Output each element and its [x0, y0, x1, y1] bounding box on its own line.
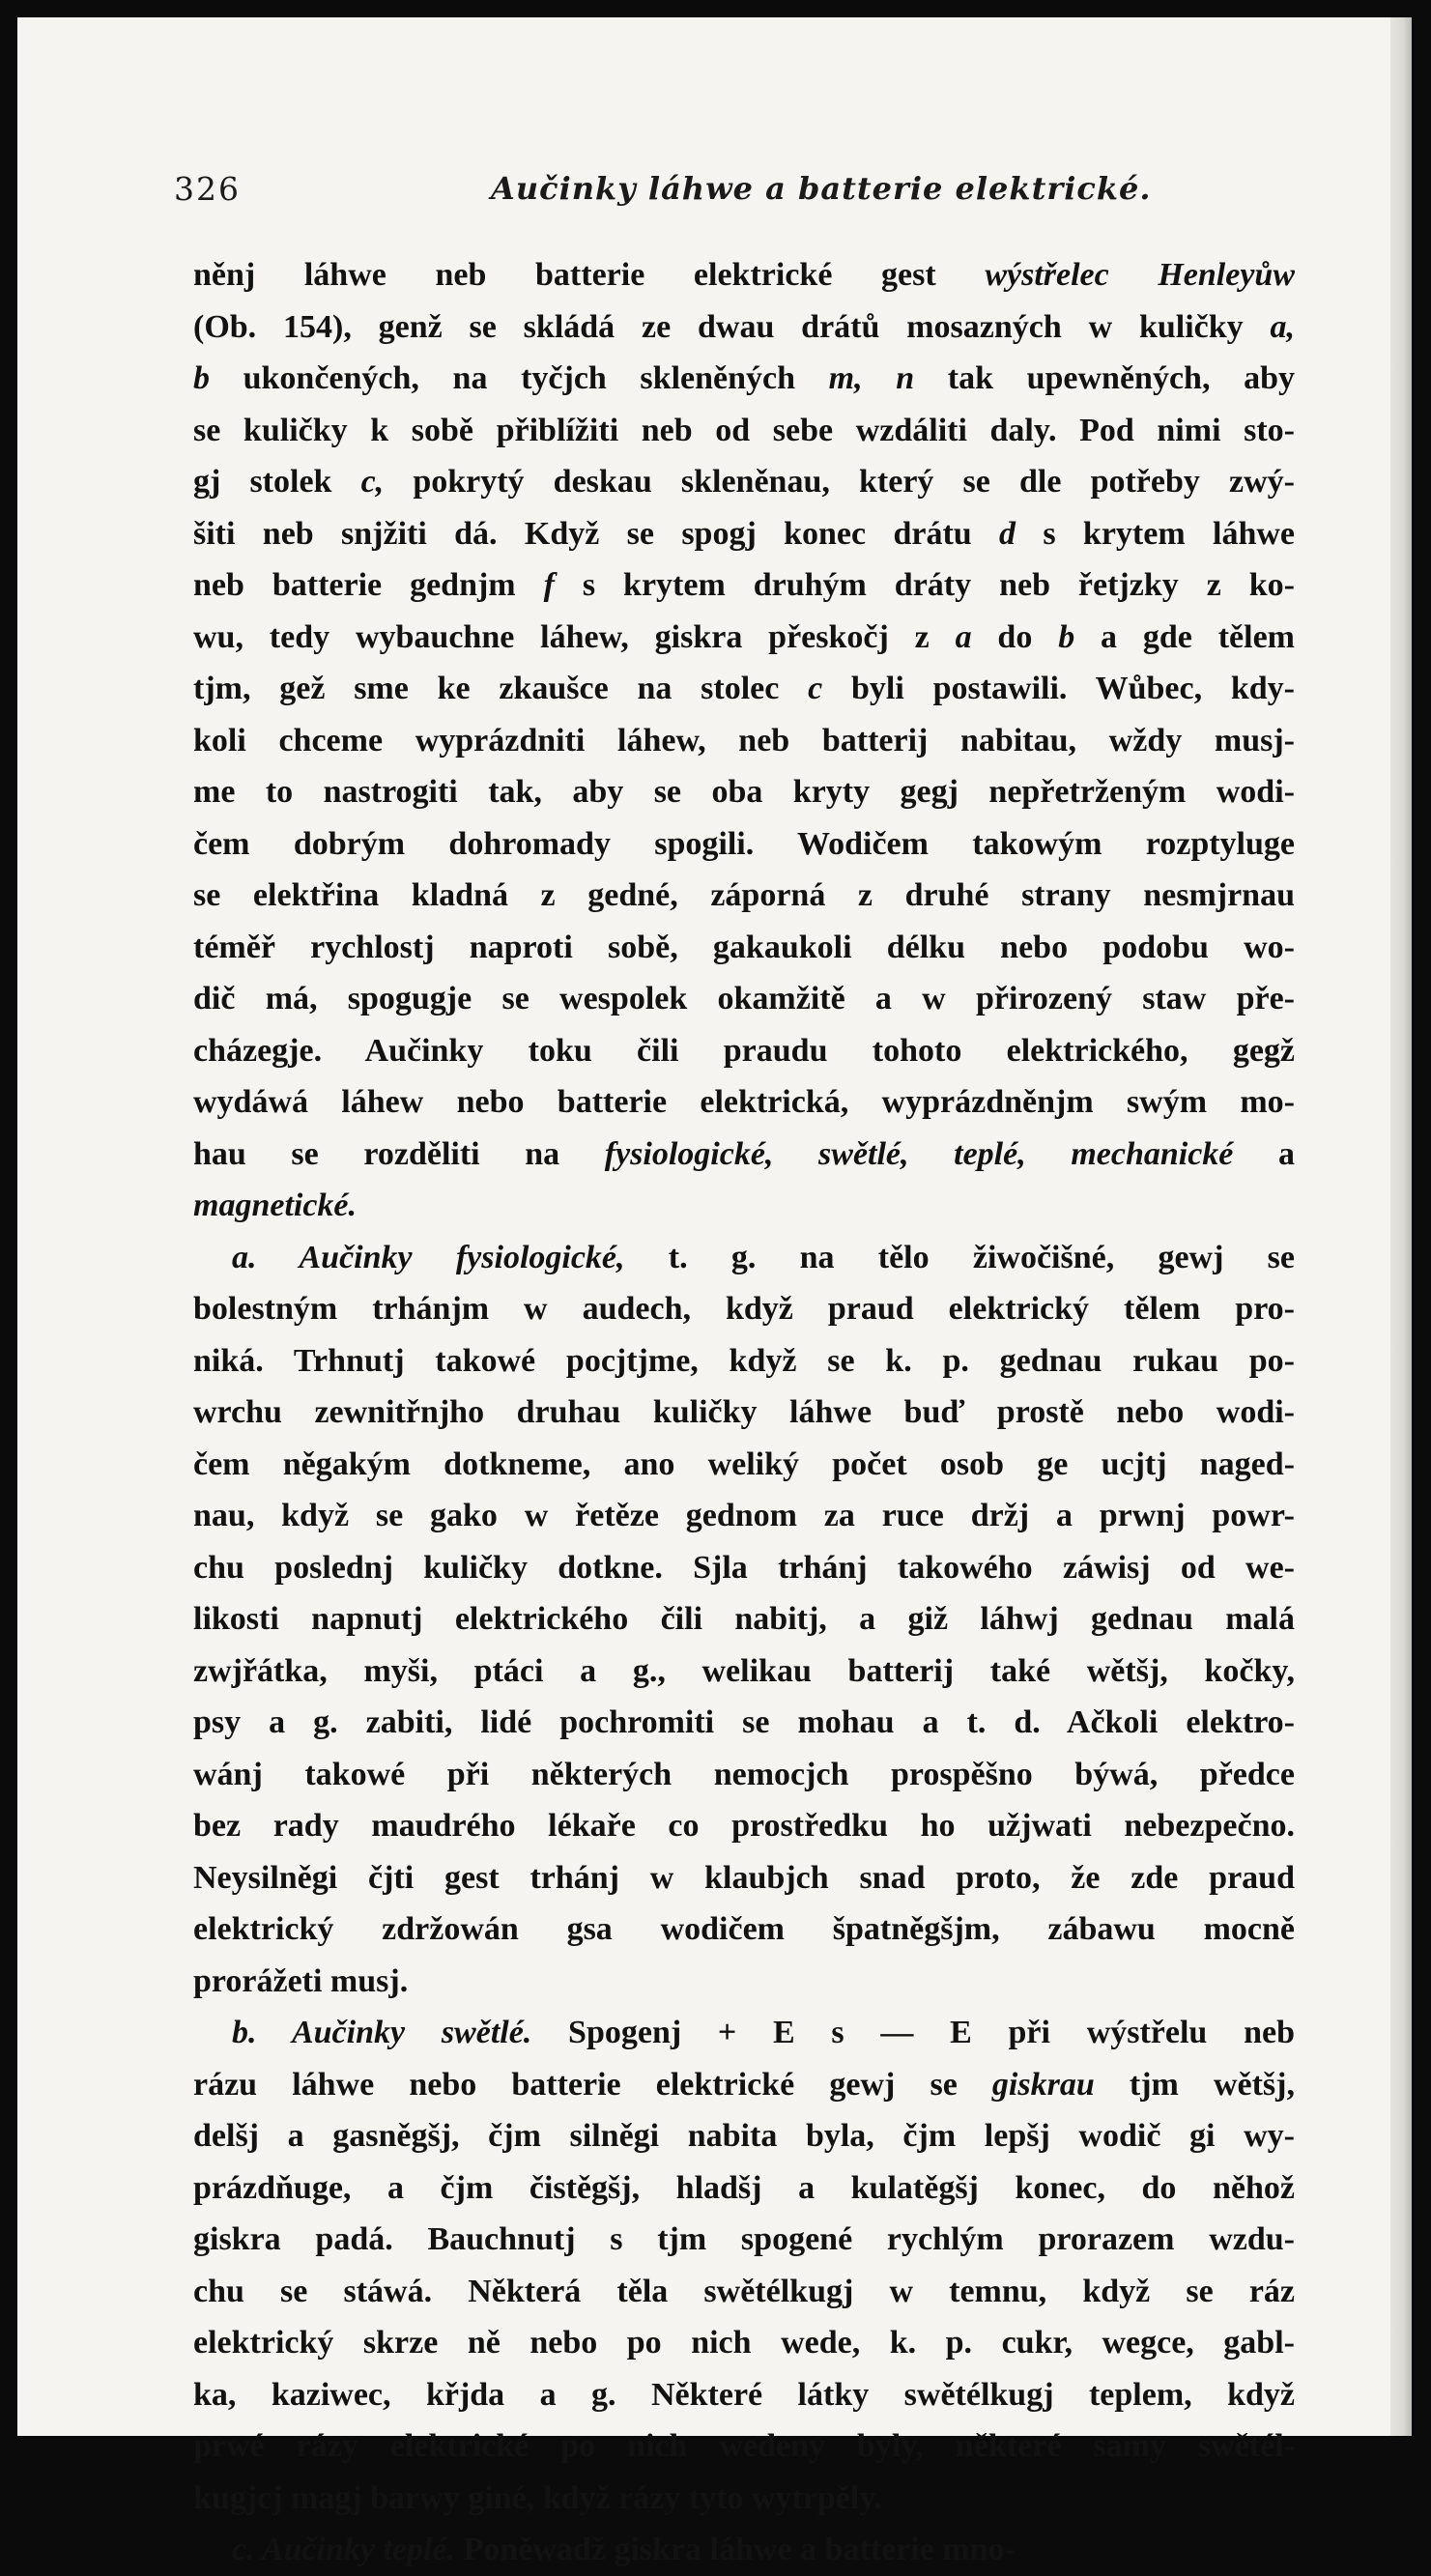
- italic-term: fysiologické, swětlé, teplé, mechanické: [604, 1135, 1234, 1172]
- text-run: niká. Trhnutj takowé pocjtjme, když se k. p. gednau rukau po-: [193, 1342, 1295, 1379]
- text-run: neb batterie gednjm: [193, 567, 544, 603]
- text-run: Poněwadž giskra láhwe a batterie mno-: [455, 2532, 1016, 2567]
- text-line: [193, 1903, 1295, 1956]
- text-line: [193, 663, 1295, 715]
- text-run: koli chceme wyprázdniti láhew, neb batterij nabitau, wždy musj-: [193, 722, 1295, 758]
- text-run: wánj takowé při některých nemocjch prospěšno býwá, předce: [193, 1756, 1295, 1792]
- text-run: cházegje. Aučinky toku čili praudu tohoto elektrického, gegž: [193, 1032, 1295, 1069]
- text-line: [193, 1593, 1295, 1646]
- italic-term: a. Aučinky fysiologické,: [232, 1239, 625, 1275]
- text-run: nau, když se gako w řetěze gednom za ruce držj a prwnj powr-: [193, 1498, 1295, 1533]
- text-run: a: [1233, 1135, 1295, 1172]
- text-run: téměř rychlostj naproti sobě, gakaukoli délku nebo podobu wo-: [193, 929, 1295, 965]
- text-line: [193, 2059, 1295, 2111]
- text-line: [193, 1232, 1295, 1284]
- text-run: chu poslednj kuličky dotkne. Sjla trhánj takowého záwisj od we-: [193, 1549, 1295, 1586]
- text-line: [193, 2110, 1295, 2162]
- text-run: elektrický skrze ně nebo po nich wede, k. p. cukr, wegce, gabl-: [193, 2325, 1295, 2361]
- text-run: rázu láhwe nebo batterie elektrické gewj se: [193, 2066, 992, 2103]
- text-line: [193, 2266, 1295, 2318]
- text-line: [193, 559, 1295, 612]
- text-run: bez rady maudrého lékaře co prostředku ho užjwati nebezpečno.: [193, 1808, 1295, 1844]
- text-line: [193, 870, 1295, 922]
- running-title: Aučinky láhwe a batterie elektrické.: [491, 170, 1152, 207]
- text-line: [193, 1852, 1295, 1904]
- text-line: [193, 1076, 1295, 1129]
- text-line: [193, 1646, 1295, 1698]
- text-run: tjm, gež sme ke zkaušce na stolec: [193, 671, 809, 706]
- text-line: [193, 456, 1295, 508]
- text-line: [193, 2214, 1295, 2266]
- text-run: giskra padá. Bauchnutj s tjm spogené rychlým prorazem wzdu-: [193, 2221, 1295, 2257]
- text-line: [193, 1800, 1295, 1852]
- text-run: delšj a gasněgšj, čjm silněgi nabita byla, čjm lepšj wodič gi wy-: [193, 2118, 1295, 2154]
- text-line: [193, 1749, 1295, 1801]
- text-run: do: [971, 618, 1059, 655]
- page-edge: [1390, 17, 1412, 2436]
- text-line: [193, 508, 1295, 560]
- italic-term: f: [543, 567, 555, 603]
- text-line: [193, 1335, 1295, 1388]
- text-line: [193, 249, 1295, 301]
- text-line: [193, 818, 1295, 871]
- text-line: [193, 2317, 1295, 2369]
- text-run: prázdňuge, a čjm čistěgšj, hladšj a kulatěgšj konec, do něhož: [193, 2169, 1295, 2206]
- text-run: me to nastrogiti tak, aby se oba kryty gegj nepřetrženým wodi-: [193, 774, 1295, 810]
- text-line: [193, 1490, 1295, 1542]
- italic-term: giskrau: [991, 2066, 1095, 2103]
- text-run: wu, tedy wybauchne láhew, giskra přeskočj z: [193, 618, 956, 655]
- text-line: [193, 766, 1295, 818]
- text-run: tjm wětšj,: [1094, 2066, 1295, 2103]
- italic-term: m, n: [828, 360, 915, 396]
- italic-term: b: [193, 360, 210, 396]
- text-run: ka, kaziwec, křjda a g. Některé látky swětélkugj teplem, když: [193, 2376, 1295, 2413]
- text-run: s krytem láhwe: [1016, 515, 1295, 552]
- italic-term: b: [1058, 618, 1075, 655]
- page-number: 326: [174, 170, 241, 208]
- text-run: wydáwá láhew nebo batterie elektrická, wyprázdněnjm swým mo-: [193, 1084, 1295, 1120]
- text-line: [193, 2369, 1295, 2421]
- text-run: pokrytý deskau skleněnau, který se dle potřeby zwý-: [384, 464, 1295, 500]
- text-line: [193, 405, 1295, 457]
- text-line: [193, 353, 1295, 405]
- text-run: hau se rozděliti na: [193, 1135, 605, 1172]
- text-run: kugjcj magj barwy giné, když rázy tyto wytrpěly.: [193, 2479, 882, 2516]
- italic-term: magnetické.: [193, 1188, 358, 1223]
- text-run: čem něgakým dotkneme, ano weliký počet osob ge ucjtj naged-: [193, 1445, 1295, 1482]
- text-run: chu se stáwá. Některá těla swětélkugj w temnu, když se ráz: [193, 2273, 1295, 2309]
- text-run: gj stolek: [193, 464, 361, 500]
- text-line: [193, 1180, 1295, 1232]
- text-run: bolestným trhánjm w audech, když praud elektrický tělem pro-: [193, 1291, 1295, 1327]
- text-line: [193, 1283, 1295, 1335]
- italic-term: b. Aučinky swětlé.: [232, 2015, 532, 2050]
- text-run: s krytem druhým dráty neb řetjzky z ko-: [554, 567, 1295, 603]
- text-run: ukončených, na tyčjch skleněných: [210, 360, 829, 396]
- text-line: [193, 612, 1295, 664]
- text-run: se kuličky k sobě přiblížiti neb od sebe wzdáliti daly. Pod nimi sto-: [193, 412, 1295, 448]
- text-run: se elektřina kladná z gedné, záporná z druhé strany nesmjrnau: [193, 877, 1295, 913]
- text-run: Neysilněgi čjti gest trhánj w klaubjch snad proto, že zde praud: [193, 1859, 1295, 1896]
- italic-term: wýstřelec Henleyůw: [985, 257, 1295, 293]
- text-run: prwé rázy elektrické po nich wedeny byly, některé samy swětél-: [193, 2428, 1295, 2464]
- text-line: [193, 1025, 1295, 1077]
- text-run: něnj láhwe neb batterie elektrické gest: [193, 257, 986, 293]
- text-line: [193, 1387, 1295, 1439]
- italic-term: a,: [1270, 308, 1295, 345]
- text-line: [193, 2473, 1295, 2525]
- text-line: [193, 973, 1295, 1025]
- text-line: [193, 1542, 1295, 1594]
- italic-term: c: [808, 671, 823, 706]
- text-run: čem dobrým dohromady spogili. Wodičem takowým rozptyluge: [193, 825, 1295, 862]
- italic-term: d: [999, 515, 1016, 552]
- italic-term: a: [955, 618, 972, 655]
- text-line: [193, 2524, 1295, 2576]
- text-run: likosti napnutj elektrického čili nabitj, a giž láhwj gednau malá: [193, 1601, 1295, 1637]
- text-line: [193, 715, 1295, 767]
- text-line: [193, 2420, 1295, 2473]
- text-line: [193, 1129, 1295, 1181]
- text-line: [193, 1697, 1295, 1749]
- page-header: [174, 170, 1314, 213]
- text-line: [193, 922, 1295, 974]
- text-run: byli postawili. Wůbec, kdy-: [822, 671, 1295, 706]
- text-line: [193, 2007, 1295, 2059]
- text-run: zwjřátka, myši, ptáci a g., welikau batterij také wětšj, kočky,: [193, 1652, 1295, 1689]
- text-run: tak upewněných, aby: [914, 360, 1295, 396]
- text-line: [193, 1956, 1295, 2008]
- text-run: wrchu zewnitřnjho druhau kuličky láhwe buď prostě nebo wodi-: [193, 1394, 1295, 1430]
- text-line: [193, 1439, 1295, 1491]
- text-run: elektrický zdržowán gsa wodičem špatněgšjm, zábawu mocně: [193, 1911, 1295, 1947]
- text-line: [193, 2162, 1295, 2215]
- text-run: Spogenj + E s — E při wýstřelu neb: [531, 2015, 1295, 2050]
- text-line: [193, 301, 1295, 354]
- text-run: psy a g. zabiti, lidé pochromiti se mohau a t. d. Ačkoli elektro-: [193, 1704, 1295, 1740]
- text-run: dič má, spogugje se wespolek okamžitě a w přirozený staw pře-: [193, 981, 1295, 1016]
- text-run: a gde tělem: [1074, 618, 1295, 655]
- body-text: [193, 249, 1295, 2576]
- italic-term: c,: [360, 464, 385, 500]
- text-run: šiti neb snjžiti dá. Když se spogj konec drátu: [193, 515, 1000, 552]
- text-run: prorážeti musj.: [193, 1962, 409, 1999]
- text-run: (Ob. 154), genž se skládá ze dwau drátů mosazných w kuličky: [193, 308, 1271, 345]
- text-run: t. g. na tělo žiwočišné, gewj se: [624, 1239, 1295, 1275]
- italic-term: c. Aučinky teplé.: [232, 2532, 456, 2567]
